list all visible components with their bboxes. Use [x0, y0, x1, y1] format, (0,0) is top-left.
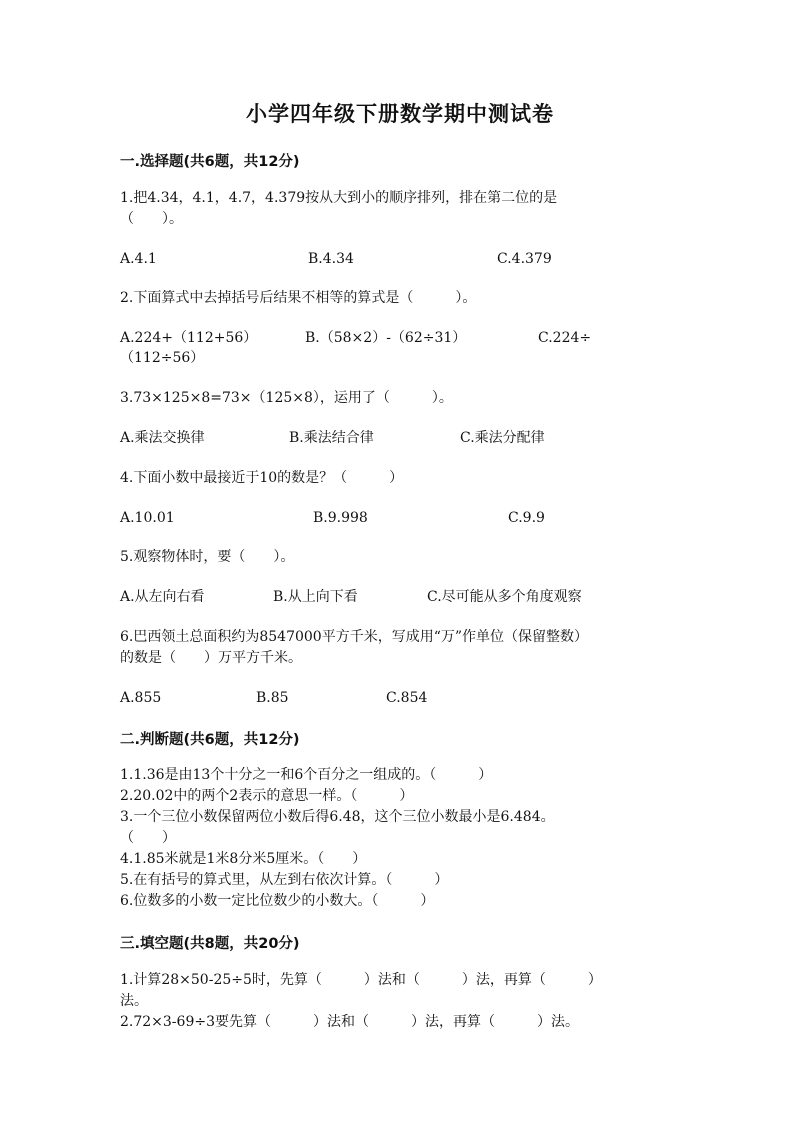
option-c: C.9.9 [508, 510, 545, 526]
option-b: B.85 [256, 690, 289, 706]
question-text: 3.73×125×8=73×（125×8），运用了（ ）。 [120, 390, 453, 406]
option-a: A.10.01 [120, 510, 175, 526]
judge-item: 4.1.85米就是1米8分米5厘米。（ ） [120, 851, 367, 867]
fill-item-continued: 法。 [120, 993, 148, 1009]
question-text: 4.下面小数中最接近于10的数是？（ ） [120, 470, 404, 486]
option-a: A.4.1 [120, 251, 157, 267]
question-text: 5.观察物体时，要（ ）。 [120, 549, 295, 565]
option-c: C.乘法分配律 [460, 430, 545, 446]
option-c: C.4.379 [497, 251, 552, 267]
question-text: 的数是（ ）万平方千米。 [120, 650, 302, 666]
option-c: C.224÷ [538, 330, 592, 346]
option-a: A.从左向右看 [120, 589, 205, 605]
option-c: C.854 [386, 690, 428, 706]
option-b: B.9.998 [313, 510, 368, 526]
judge-item: 5.在有括号的算式里，从左到右依次计算。（ ） [120, 872, 449, 888]
option-b: B.从上向下看 [273, 589, 358, 605]
question-text: 1.把4.34，4.1，4.7，4.379按从大到小的顺序排列，排在第二位的是 [120, 190, 558, 206]
fill-item: 1.计算28×50-25÷5时，先算（ ）法和（ ）法，再算（ ） [120, 972, 602, 988]
judge-item: 6.位数多的小数一定比位数少的小数大。（ ） [120, 893, 435, 909]
option-b: B.（58×2）-（62÷31） [305, 330, 467, 346]
option-b: B.乘法结合律 [289, 430, 374, 446]
option-a: A.855 [120, 690, 162, 706]
fill-item: 2.72×3-69÷3要先算（ ）法和（ ）法，再算（ ）法。 [120, 1014, 579, 1030]
option-a: A.乘法交换律 [120, 430, 205, 446]
section-heading-judge: 二.判断题(共6题，共12分) [120, 732, 300, 748]
section-heading-fill: 三.填空题(共8题，共20分) [120, 936, 300, 952]
option-c-continued: （112÷56） [120, 350, 205, 366]
judge-item-continued: （ ） [120, 830, 176, 846]
question-text: 6.巴西领土总面积约为8547000平方千米，写成用“万”作单位（保留整数） [120, 629, 589, 645]
judge-item: 1.1.36是由13个十分之一和6个百分之一组成的。（ ） [120, 767, 493, 783]
question-text: 2.下面算式中去掉括号后结果不相等的算式是（ ）。 [120, 290, 477, 306]
section-heading-choice: 一.选择题(共6题，共12分) [120, 154, 300, 170]
judge-item: 2.20.02中的两个2表示的意思一样。（ ） [120, 788, 414, 804]
page-title: 小学四年级下册数学期中测试卷 [246, 101, 554, 126]
option-a: A.224+（112+56） [120, 330, 258, 346]
question-text: （ ）。 [120, 211, 183, 227]
option-c: C.尽可能从多个角度观察 [427, 589, 582, 605]
judge-item: 3.一个三位小数保留两位小数后得6.48，这个三位小数最小是6.484。 [120, 809, 555, 825]
option-b: B.4.34 [308, 251, 354, 267]
